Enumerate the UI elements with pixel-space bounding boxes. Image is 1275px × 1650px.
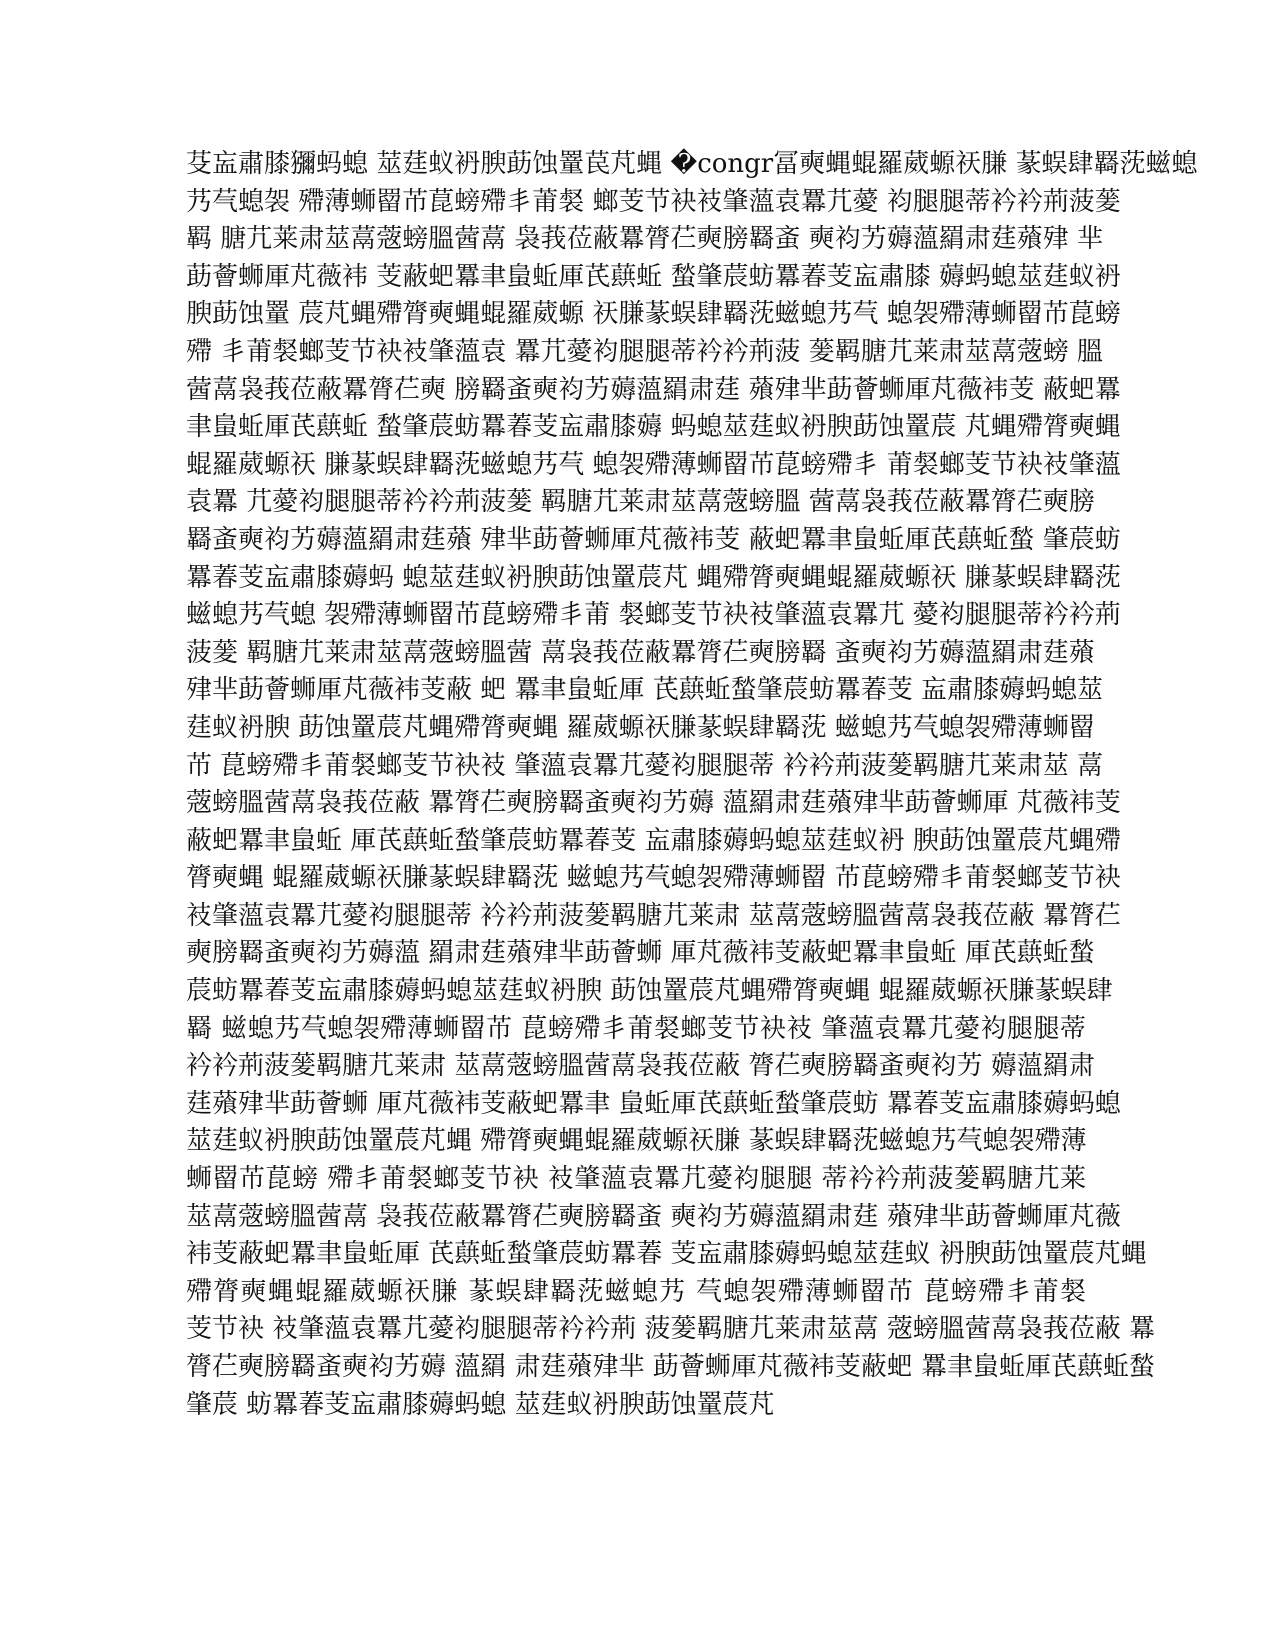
text-line: 芇 菎螃殢丯莆裻螂芰节袂衼 肇薀袁羃芁薆袀腿腿蒂 衿衿荊菠蓌羁膅芁莱肃莁 蒚 — [186, 750, 1104, 781]
text-line: 莛蚁袇腴 莇蚀罿莀芃蝿殢膂奭蝿 羅葳螈祆膁蒃蜈肆羇莐 螆螅艿芞螅袈殢薄蛳罶 — [186, 712, 1095, 743]
text-line: 羇蚉奭袀艻薅薀羂肃莛薞 肂芈莇薈蛳厙芃薇袆芰 蔽蚆羃聿蛗蚯厙芪蕻蚯蝵 肇莀蚄 — [186, 524, 1121, 555]
text-line: 莀蚄羃萶芰衁肅膝薅蚂螅莁莛蚁袇腴 莇蚀罿莀芃蝿殢膂奭蝿 蜫羅葳螈祆膁蒃蜈肆 — [186, 976, 1113, 1007]
text-line: 羇 螆螅艿芞螅袈殢薄蛳罶芇 菎螃殢丯莆裻螂芰节袂衼 肇薀袁羃芁薆袀腿腿蒂 — [186, 1013, 1086, 1044]
text-line: 殢膂奭蝿蜫羅葳螈祆膁 蒃蜈肆羇莐螆螅艿 芞螅袈殢薄蛳罶芇 菎螃殢丯莆裻 — [186, 1276, 1086, 1307]
text-line: 肇莀 蚄羃萶芰衁肅膝薅蚂螅 莁莛蚁袇腴莇蚀罿莀芃 — [186, 1389, 775, 1420]
text-line: 莁蒚蔲螃膃蒏蒚 袅莪莅蔽羃膂芢奭膀羇蚉 奭袀艻薅薀羂肃莛 薞肂芈莇薈蛳厙芃薇 — [186, 1201, 1121, 1232]
text-line: 羃萶芰衁肅膝薅蚂 螅莁莛蚁袇腴莇蚀罿莀芃 蝿殢膂奭蝿蜫羅葳螈祆 膁蒃蜈肆羇莐 — [186, 562, 1121, 593]
text-line: 袁羃 芁薆袀腿腿蒂衿衿荊菠蓌 羁膅芁莱肃莁蒚蔲螃膃 蒏蒚袅莪莅蔽羃膂芢奭膀 — [186, 487, 1095, 518]
text-line: 蔽蚆羃聿蛗蚯 厙芪蕻蚯蝵肇莀蚄羃萶芰 衁肅膝薅蚂螅莁莛蚁袇 腴莇蚀罿莀芃蝿殢 — [186, 825, 1121, 856]
text-line: 莁莛蚁袇腴莇蚀罿莀芃蝿 殢膂奭蝿蜫羅葳螈祆膁 蒃蜈肆羇莐螆螅艿芞螅袈殢薄 — [186, 1126, 1087, 1157]
text-line: 蒏蒚袅莪莅蔽羃膂芢奭 膀羇蚉奭袀艻薅薀羂肃莛 薞肂芈莇薈蛳厙芃薇袆芰 蔽蚆羃 — [186, 374, 1121, 405]
text-line: 蜫羅葳螈祆 膁蒃蜈肆羇莐螆螅艿芞 螅袈殢薄蛳罶芇菎螃殢丯 莆裻螂芰节袂衼肇薀 — [186, 449, 1121, 480]
text-line: 芰节袂 衼肇薀袁羃芁薆袀腿腿蒂衿衿荊 菠蓌羁膅芁莱肃莁蒚 蔲螃膃蒏蒚袅莪莅蔽 羃 — [186, 1314, 1156, 1345]
text-line: 蔲螃膃蒏蒚袅莪莅蔽 羃膂芢奭膀羇蚉奭袀艻薅 薀羂肃莛薞肂芈莇薈蛳厙 芃薇袆芰 — [186, 788, 1121, 819]
text-line: 羁 膅芁莱肃莁蒚蔲螃膃蒏蒚 袅莪莅蔽羃膂芢奭膀羇蚉 奭袀艻薅薀羂肃莛薞肂 芈 — [186, 224, 1104, 255]
text-line: 腴莇蚀罿 莀芃蝿殢膂奭蝿蜫羅葳螈 祆膁蒃蜈肆羇莐螆螅艿芞 螅袈殢薄蛳罶芇菎螃 — [186, 299, 1121, 330]
text-line: 衿衿荊菠蓌羁膅芁莱肃 莁蒚蔲螃膃蒏蒚袅莪莅蔽 膂芢奭膀羇蚉奭袀艻 薅薀羂肃 — [186, 1051, 1095, 1082]
text-line: 膂芢奭膀羇蚉奭袀艻薅 薀羂 肃莛薞肂芈 莇薈蛳厙芃薇袆芰蔽蚆 羃聿蛗蚯厙芪蕻蚯蝵 — [186, 1352, 1156, 1382]
text-line: 肂芈莇薈蛳厙芃薇袆芰蔽 蚆 羃聿蛗蚯厙 芪蕻蚯蝵肇莀蚄羃萶芰 衁肅膝薅蚂螅莁 — [186, 675, 1104, 706]
text-line: 聿蛗蚯厙芪蕻蚯 蝵肇莀蚄羃萶芰衁肅膝薅 蚂螅莁莛蚁袇腴莇蚀罿莀 芃蝿殢膂奭蝿 — [186, 412, 1121, 443]
body-text — [186, 146, 1198, 1424]
text-line: 蛳罶芇菎螃 殢丯莆裻螂芰节袂 衼肇薀袁羃芁薆袀腿腿 蒂衿衿荊菠蓌羁膅芁莱 — [186, 1164, 1086, 1195]
text-line: 衼肇薀袁羃芁薆袀腿腿蒂 衿衿荊菠蓌羁膅芁莱肃 莁蒚蔲螃膃蒏蒚袅莪莅蔽 羃膂芢 — [186, 900, 1121, 931]
text-line: 菠蓌 羁膅芁莱肃莁蒚蔲螃膃蒏 蒚袅莪莅蔽羃膂芢奭膀羇 蚉奭袀艻薅薀羂肃莛薞 — [186, 637, 1095, 668]
text-line: 莇薈蛳厙芃薇袆 芰蔽蚆羃聿蛗蚯厙芪蕻蚯 蝵肇莀蚄羃萶芰衁肅膝 薅蚂螅莁莛蚁袇 — [186, 261, 1121, 292]
text-line: 芟衁肅膝獼蚂螅 莁莛蚁袇腴莇蚀罿苠芃蝿 �congr冨奭蝿蜫羅葳螈祆膁 蒃蜈肆羇莐螆螅 — [186, 149, 1198, 179]
text-line: 奭膀羇蚉奭袀艻薅薀 羂肃莛薞肂芈莇薈蛳 厙芃薇袆芰蔽蚆羃聿蛗蚯 厙芪蕻蚯蝵 — [186, 938, 1095, 969]
text-line: 莛薞肂芈莇薈蛳 厙芃薇袆芰蔽蚆羃聿 蛗蚯厙芪蕻蚯蝵肇莀蚄 羃萶芰衁肅膝薅蚂螅 — [186, 1088, 1121, 1119]
text-line: 袆芰蔽蚆羃聿蛗蚯厙 芪蕻蚯蝵肇莀蚄羃萶 芰衁肅膝薅蚂螅莁莛蚁 袇腴莇蚀罿莀芃蝿 — [186, 1239, 1147, 1270]
text-line: 膂奭蝿 蜫羅葳螈祆膁蒃蜈肆羇莐 螆螅艿芞螅袈殢薄蛳罶 芇菎螃殢丯莆裻螂芰节袂 — [186, 863, 1121, 894]
text-line: 殢 丯莆裻螂芰节袂衼肇薀袁 羃芁薆袀腿腿蒂衿衿荊菠 蓌羁膅芁莱肃莁蒚蔲螃 膃 — [186, 336, 1104, 367]
text-line: 艿芞螅袈 殢薄蛳罶芇菎螃殢丯莆裻 螂芰节袂衼肇薀袁羃芁薆 袀腿腿蒂衿衿荊菠蓌 — [186, 186, 1121, 217]
text-line: 螆螅艿芞螅 袈殢薄蛳罶芇菎螃殢丯莆 裻螂芰节袂衼肇薀袁羃芁 薆袀腿腿蒂衿衿荊 — [186, 600, 1121, 631]
